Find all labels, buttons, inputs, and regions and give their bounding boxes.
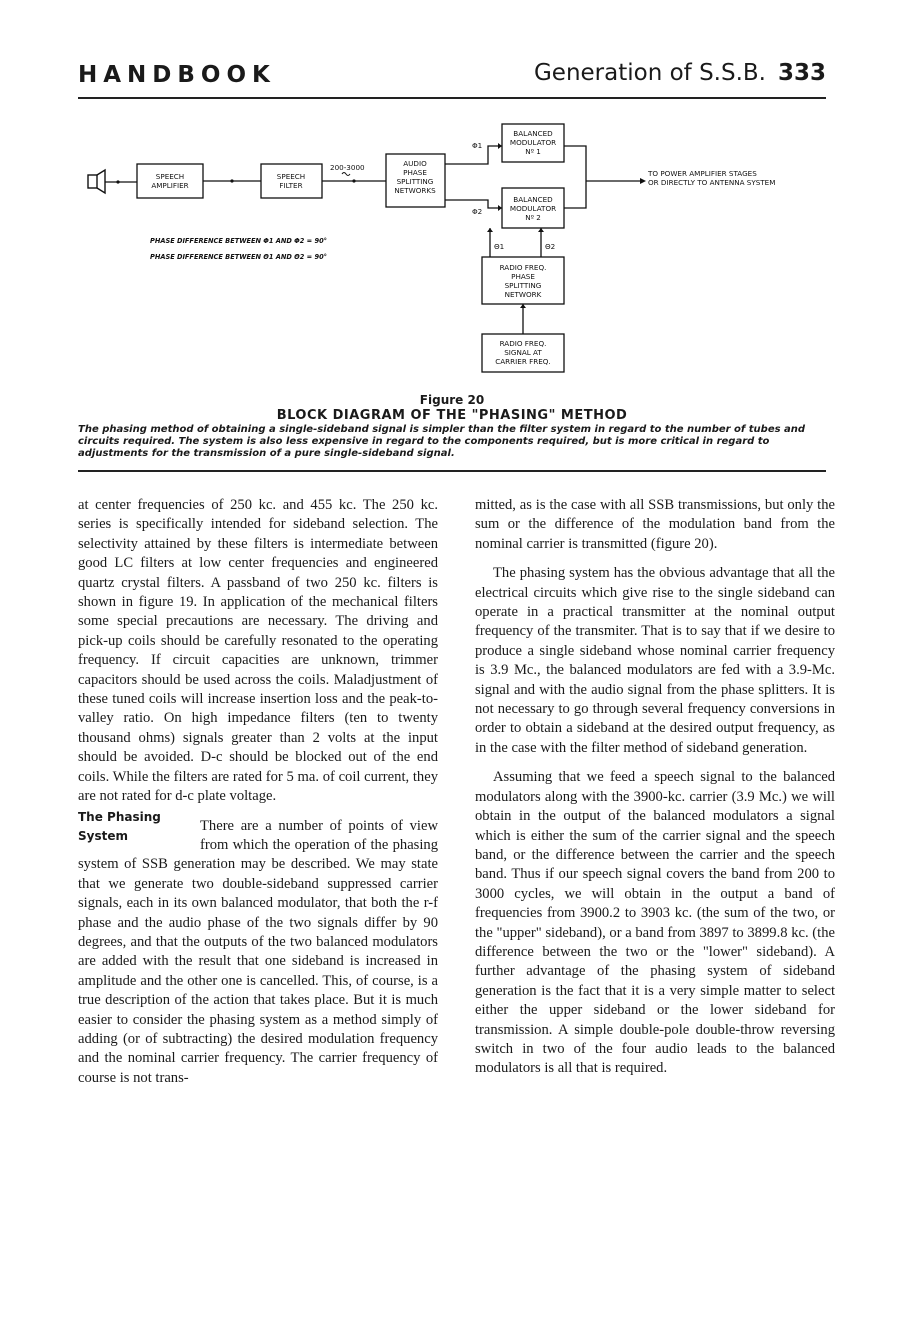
phi1-label: Φ1	[472, 141, 483, 150]
figure-caption: The phasing method of obtaining a single-sideband signal is simpler than the filter system in regard to the number of tubes and circuits required. The system is also less expensive in regard to the components required, but is more critical in regard to adjustments for the transmission of a pure single-sideband signal.	[78, 424, 806, 459]
figure-number: Figure 20	[419, 393, 485, 407]
phase-note-1: PHASE DIFFERENCE BETWEEN Φ1 AND Φ2 = 90°	[150, 237, 327, 245]
svg-text:BALANCED: BALANCED	[513, 129, 553, 138]
svg-text:MODULATOR: MODULATOR	[509, 204, 557, 213]
svg-text:CARRIER FREQ.: CARRIER FREQ.	[495, 357, 551, 366]
svg-text:AUDIO: AUDIO	[403, 159, 427, 168]
svg-text:SPEECH: SPEECH	[155, 172, 185, 181]
svg-text:NETWORKS: NETWORKS	[394, 186, 436, 195]
svg-text:RADIO FREQ.: RADIO FREQ.	[499, 339, 547, 348]
svg-text:NETWORK: NETWORK	[504, 290, 542, 299]
paragraph: mitted, as is the case with all SSB transmissions, but only the sum or the difference of the modulation band from the nominal carrier is transmitted (figure 20).	[475, 497, 835, 552]
speech-filter-label	[277, 172, 305, 190]
running-head: HANDBOOK	[78, 62, 276, 88]
svg-text:PHASE: PHASE	[403, 168, 427, 177]
microphone-icon	[88, 170, 105, 193]
phase-note-2: PHASE DIFFERENCE BETWEEN Θ1 AND Θ2 = 90°	[150, 253, 327, 261]
paragraph: There are a number of points of view from which the operation of the phasing system of SSB generation may be described. We may state that we generate two double-sideband suppressed carrier signals, each in its own balanced modulator, that both the r-f phase and the audio phase of the two signals differ by 90 degrees, and that the outputs of the two balanced modulators are added with the result that one sideband is increased in amplitude and the other one is cancelled. This, of course, is a true description of the action that takes place. But it is much easier to consider the phasing system as a method simply of adding (or of subtracting) the desired modulation frequency and the nominal carrier frequency. The carrier frequency of course is not trans-	[78, 817, 438, 1086]
svg-text:Nº 1: Nº 1	[525, 147, 541, 156]
output-label-1: TO POWER AMPLIFIER STAGES	[648, 169, 757, 178]
block-diagram	[78, 112, 826, 387]
svg-text:AMPLIFIER: AMPLIFIER	[151, 181, 189, 190]
page-number: 333	[777, 60, 826, 86]
svg-text:Nº 2: Nº 2	[525, 213, 541, 222]
rf-phase-label	[500, 263, 547, 299]
theta2-label: Θ2	[545, 242, 556, 251]
header-rule	[78, 97, 826, 99]
sidehead-line-1: The Phasing	[78, 809, 161, 824]
svg-text:SPLITTING: SPLITTING	[504, 281, 542, 290]
svg-text:FILTER: FILTER	[279, 181, 303, 190]
figure-title: BLOCK DIAGRAM OF THE "PHASING" METHOD	[276, 408, 628, 423]
figure-rule	[78, 470, 826, 472]
svg-text:MODULATOR: MODULATOR	[509, 138, 557, 147]
output-label-2: OR DIRECTLY TO ANTENNA SYSTEM	[648, 178, 776, 187]
svg-text:SPLITTING: SPLITTING	[396, 177, 434, 186]
svg-text:SPEECH: SPEECH	[276, 172, 306, 181]
chapter-title	[534, 60, 826, 86]
theta1-label: Θ1	[494, 242, 505, 251]
svg-text:SIGNAL AT: SIGNAL AT	[504, 348, 542, 357]
speech-amplifier-label	[151, 172, 188, 190]
chapter-title-text: Generation of S.S.B.	[533, 60, 766, 86]
balanced-modulator-1-label	[510, 129, 556, 156]
paragraph: Assuming that we feed a speech signal to the balanced modulators along with the 3900-kc. carrier (3.9 Mc.) we will obtain in the output of the balanced modulators a signal which is either the sum of the carrier signal and the speech band, or the difference between the carrier and the speech band. Thus if our speech signal covers the band from 200 to 3000 cycles, we will obtain in the output a band of frequencies from 3900.2 to 3903 kc. (the sum of the two, or the "upper" sideband), or a band from 3897 to 3899.8 kc. (the difference between the two or the "lower" sideband). A further advantage of the phasing system of sideband generation is the fact that it is a very simple matter to select either the upper sideband or the lower sideband for transmission. A simple double-pole double-throw reversing switch in two of the four audio leads to the balanced modulators is all that is required.	[475, 769, 835, 1077]
paragraph: The phasing system has the obvious advantage that all the electrical circuits which give rise to the single sideband can operate in a practical transmitter at the nominal output frequency of the transmiter. That is to say that if we desire to produce a single sideband whose nominal carrier frequency is 3.9 Mc., the balanced modulators are fed with a 3.9-Mc. signal and with the audio signal from the phase splitters. It is not necessary to go through several frequency conversions in order to obtain a sideband at the desired output frequency, as in the case with the filter method of sideband generation.	[475, 565, 835, 756]
left-column	[78, 496, 438, 1088]
balanced-modulator-2-label	[510, 195, 556, 222]
paragraph: at center frequencies of 250 kc. and 455 kc. The 250 kc. series is specifically intended for sideband selection. The selectivity attained by these filters is intermediate between good LC filters at low center frequencies and engineered quartz crystal filters. A passband of two 250 kc. filters is shown in figure 19. In application of the mechanical filters some special precautions are necessary. The driving and pick-up coils should be carefully resonated to the operating frequency. If circuit capacities are unknown, trimmer capacitors should be used across the coils. Maladjustment of these tuned coils will increase insertion loss and the peak-to-valley ratio. On high impedance filters (ten to twenty thousand ohms) signals greater than 2 volts at the input should be avoided. D-c should be blocked out of the end coils. While the filters are rated for 5 ma. of coil current, they are not rated for d-c plate voltage.	[78, 497, 438, 805]
audio-phase-label	[394, 159, 436, 195]
sidehead-line-2: System	[78, 828, 128, 843]
section-sidehead	[78, 807, 200, 847]
svg-text:BALANCED: BALANCED	[513, 195, 553, 204]
right-column	[475, 496, 835, 1079]
svg-text:RADIO FREQ.: RADIO FREQ.	[499, 263, 547, 272]
frequency-range-label: 200-3000	[330, 163, 365, 172]
phi2-label: Φ2	[472, 207, 483, 216]
rf-signal-label	[495, 339, 550, 366]
svg-text:PHASE: PHASE	[511, 272, 535, 281]
